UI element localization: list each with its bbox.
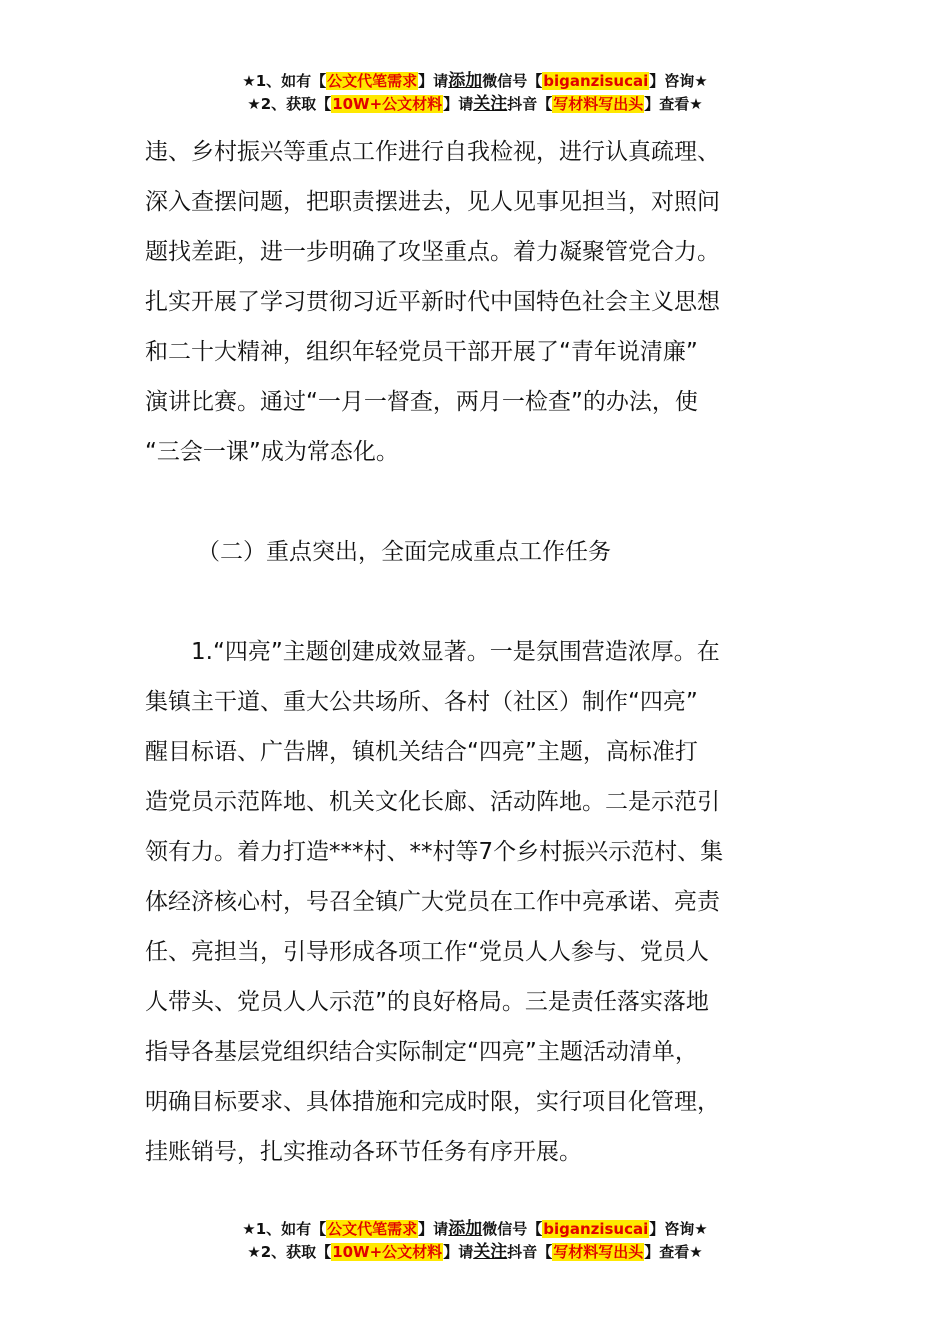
banner-text: 抖音【 xyxy=(507,1243,553,1261)
banner-text: 】请 xyxy=(418,72,449,90)
text-line: “三会一课”成为常态化。 xyxy=(145,439,399,465)
footer-banner xyxy=(0,1218,950,1264)
spacer xyxy=(145,577,810,627)
banner-text: 】请 xyxy=(443,1243,474,1261)
banner-text: 微信号【 xyxy=(482,1220,543,1238)
text-line: 违、乡村振兴等重点工作进行自我检视，进行认真疏理、 xyxy=(145,139,720,165)
banner-text: ★1、如有【 xyxy=(242,72,327,90)
banner-highlight-wechat-id: biganzisucai xyxy=(543,72,649,90)
paragraph-2 xyxy=(145,627,810,1177)
banner-highlight: 10W+公文材料 xyxy=(332,95,443,113)
banner-text: 抖音【 xyxy=(507,95,553,113)
banner-text: ★1、如有【 xyxy=(242,1220,327,1238)
text-line: 指导各基层党组织结合实际制定“四亮”主题活动清单， xyxy=(145,1039,698,1065)
paragraph-1 xyxy=(145,127,810,477)
banner-text: 】请 xyxy=(418,1220,449,1238)
text-line: 造党员示范阵地、机关文化长廊、活动阵地。二是示范引 xyxy=(145,789,720,815)
text-line: 体经济核心村，号召全镇广大党员在工作中亮承诺、亮责 xyxy=(145,889,720,915)
text-line: 和二十大精神，组织年轻党员干部开展了“青年说清廉” xyxy=(145,339,698,365)
text-line: 人带头、党员人人示范”的良好格局。三是责任落实落地 xyxy=(145,989,709,1015)
banner-line-2 xyxy=(0,1241,950,1264)
banner-emphasis: 添加 xyxy=(448,71,483,91)
banner-line-2 xyxy=(0,93,950,116)
text-line: 集镇主干道、重大公共场所、各村（社区）制作“四亮” xyxy=(145,689,698,715)
banner-highlight: 10W+公文材料 xyxy=(332,1243,443,1261)
banner-highlight-wechat-id: biganzisucai xyxy=(543,1220,649,1238)
header-banner xyxy=(0,70,950,116)
text-line: 1.“四亮”主题创建成效显著。一是氛围营造浓厚。在 xyxy=(145,639,720,665)
text-line: 演讲比赛。通过“一月一督查，两月一检查”的办法，使 xyxy=(145,389,698,415)
banner-highlight: 公文代笔需求 xyxy=(327,72,418,90)
banner-text: 】咨询★ xyxy=(649,1220,708,1238)
banner-highlight-douyin-id: 写材料写出头 xyxy=(553,1243,644,1261)
text-line: 任、亮担当，引导形成各项工作“党员人人参与、党员人 xyxy=(145,939,709,965)
banner-text: 】查看★ xyxy=(644,95,703,113)
spacer xyxy=(145,477,810,527)
banner-text: 】请 xyxy=(443,95,474,113)
banner-highlight-douyin-id: 写材料写出头 xyxy=(553,95,644,113)
text-line: 深入查摆问题，把职责摆进去，见人见事见担当，对照问 xyxy=(145,189,720,215)
banner-line-1 xyxy=(0,1218,950,1241)
banner-text: 微信号【 xyxy=(482,72,543,90)
banner-text: ★2、获取【 xyxy=(247,1243,332,1261)
banner-emphasis: 添加 xyxy=(448,1219,483,1239)
document-body xyxy=(145,127,810,1177)
banner-emphasis: 关注 xyxy=(473,94,508,114)
banner-text: 】咨询★ xyxy=(649,72,708,90)
banner-line-1 xyxy=(0,70,950,93)
section-heading: （二）重点突出，全面完成重点工作任务 xyxy=(197,539,611,565)
banner-emphasis: 关注 xyxy=(473,1242,508,1262)
banner-highlight: 公文代笔需求 xyxy=(327,1220,418,1238)
text-line: 题找差距，进一步明确了攻坚重点。着力凝聚管党合力。 xyxy=(145,239,720,265)
text-line: 挂账销号，扎实推动各环节任务有序开展。 xyxy=(145,1139,582,1165)
text-line: 领有力。着力打造***村、**村等7个乡村振兴示范村、集 xyxy=(145,839,724,865)
banner-text: ★2、获取【 xyxy=(247,95,332,113)
text-line: 扎实开展了学习贯彻习近平新时代中国特色社会主义思想 xyxy=(145,289,720,315)
text-line: 醒目标语、广告牌，镇机关结合“四亮”主题，高标准打 xyxy=(145,739,698,765)
banner-text: 】查看★ xyxy=(644,1243,703,1261)
text-line: 明确目标要求、具体措施和完成时限，实行项目化管理， xyxy=(145,1089,720,1115)
